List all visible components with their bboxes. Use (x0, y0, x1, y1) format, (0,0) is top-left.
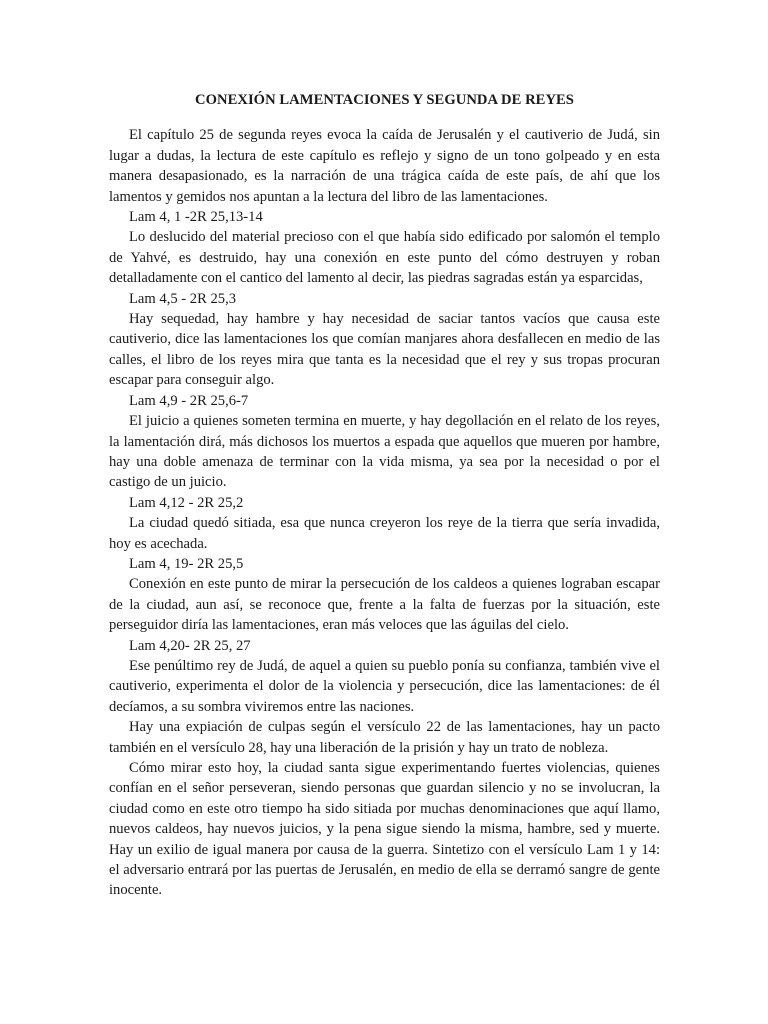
paragraph: Ese penúltimo rey de Judá, de aquel a quien su pueblo ponía su confianza, también vive el cautiverio, experimenta el dolor de la violencia y persecución, dice las lamentaciones: de él decíamos, a su sombra viviremos entre las naciones. (109, 657, 660, 715)
scripture-reference: Lam 4, 19- 2R 25,5 (129, 555, 244, 572)
scripture-reference: Lam 4,12 - 2R 25,2 (129, 494, 244, 511)
paragraph: El juicio a quienes someten termina en muerte, y hay degollación en el relato de los reyes, la lamentación dirá, más dichosos los muertos a espada que aquellos que mueren por hambre, hay una doble amenaza de terminar con la vida misma, ya sea por la necesidad o por el castigo de un juicio. (109, 413, 660, 491)
paragraph: Lo deslucido del material precioso con el que había sido edificado por salomón el templo de Yahvé, es destruido, hay una conexión en este punto del cómo destruyen y roban detalladamente con el cantico del lamento al decir, las piedras sagradas están ya esparcidas, (109, 229, 660, 287)
paragraph: Conexión en este punto de mirar la persecución de los caldeos a quienes lograban escapar de la ciudad, aun así, se reconoce que, frente a la falta de fuerzas por la situación, este perseguidor diría las lamentaciones, eran más veloces que las águilas del cielo. (109, 576, 660, 634)
scripture-reference: Lam 4,20- 2R 25, 27 (129, 637, 251, 654)
document-title: CONEXIÓN LAMENTACIONES Y SEGUNDA DE REYES (195, 92, 574, 108)
scripture-reference: Lam 4, 1 -2R 25,13-14 (129, 209, 263, 226)
document-body (109, 90, 660, 901)
scripture-reference: Lam 4,9 - 2R 25,6-7 (129, 392, 249, 409)
scripture-reference: Lam 4,5 - 2R 25,3 (129, 290, 237, 307)
paragraph: El capítulo 25 de segunda reyes evoca la caída de Jerusalén y el cautiverio de Judá, sin lugar a dudas, la lectura de este capítulo es reflejo y signo de un tono golpeado y en esta manera desapasionado, es la narración de una trágica caída de este país, de ahí que los lamentos y gemidos nos apuntan a la lectura del libro de las lamentaciones. (109, 127, 660, 205)
paragraph: Hay sequedad, hay hambre y hay necesidad de saciar tantos vacíos que causa este cautiverio, dice las lamentaciones los que comían manjares ahora desfallecen en medio de las calles, el libro de los reyes mira que tanta es la necesidad que el rey y sus tropas procuran escapar para conseguir algo. (109, 311, 660, 389)
paragraph: Hay una expiación de culpas según el versículo 22 de las lamentaciones, hay un pacto también en el versículo 28, hay una liberación de la prisión y hay un trato de nobleza. (109, 719, 660, 756)
paragraph: Cómo mirar esto hoy, la ciudad santa sigue experimentando fuertes violencias, quienes confían en el señor perseveran, siendo personas que guardan silencio y no se involucran, la ciudad como en este otro tiempo ha sido sitiada por muchas denominaciones que aquí llamo, nuevos caldeos, hay nuevos juicios, y la pena sigue siendo la misma, hambre, sed y muerte. Hay un exilio de igual manera por causa de la guerra. Sintetizo con el versículo Lam 1 y 14: el adversario entrará por las puertas de Jerusalén, en medio de ella se derramó sangre de gente inocente. (109, 760, 660, 899)
paragraph: La ciudad quedó sitiada, esa que nunca creyeron los reye de la tierra que sería invadida, hoy es acechada. (109, 515, 660, 552)
